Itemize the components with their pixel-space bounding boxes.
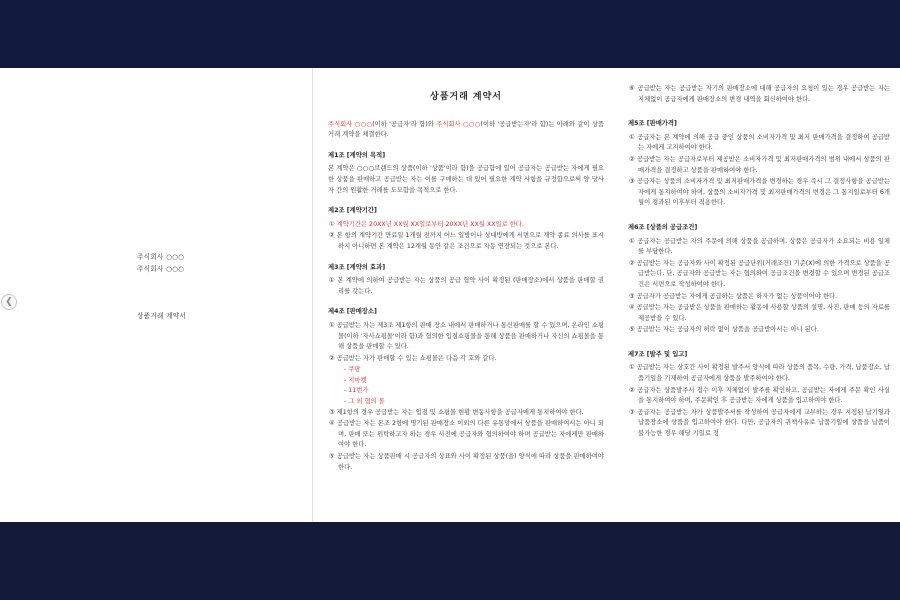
article-7-item: ③ 공급자는 공급받는 자가 상품발주서를 작성하여 공급자에게 교부하는 경우 지정된 납기일과 납품장소에 상품을 입고하여야 한다. 다만, 공급자의 귀책사유로 납품기일에 상품을 납품이 불가능한 경우 해당 기일로 정 bbox=[629, 408, 890, 438]
document-name-label: 상품거래 계약서 bbox=[137, 312, 187, 320]
article-5-item: ② 공급받는 자는 공급자로부터 제공받은 소비자가격 및 최저판매가격의 범위 내에서 상품의 판매가격을 결정하고 상품을 판매하여야 한다. bbox=[629, 155, 890, 174]
article-4-item: ③ 제1항의 경우 공급받는 자는 입점 및 쇼핑몰 현황 변동사항을 공급자에게 통지하여야 한다. bbox=[329, 408, 584, 416]
party-a-label: 주식회사 ○○○ bbox=[137, 253, 185, 261]
article-6-item: ② 공급받는 자는 공급자와 사이 확정된 공급단위(거래조건) 기준(X)에 의한 가격으로 상품을 공급받는다. 단, 공급자와 공급받는 자는 협의하여 공급조건을 변경할 수 있으며 변경된 공급조건은 서면으로 작성하여야 한다. bbox=[629, 259, 890, 288]
article-7-item: ① 공급받는 자는 상호간 사이 확정된 발주서 양식에 따라 상품의 품목, 수량, 가격, 납품장소, 납품기일을 기재하여 공급자에게 상품을 발주하여야 한다. bbox=[629, 364, 890, 383]
article-7-item: ② 공급자는 상품발주서 접수 이후 지체없이 발주를 확인하고, 공급받는 자에게 주문 확인 사실을 통지하여야 하며, 주문확인 후 공급받는 자에게 상품을 입고하여야 한다. bbox=[629, 386, 890, 405]
article-2-item: ① 계약기간은 20XX년 XX월 XX일로부터 20XX년 XX월 XX일로 한다. bbox=[329, 220, 524, 228]
article-4-item: ⑥ 공급받는 자는 공급받는 자기의 판매장소에 대해 공급자의 요청이 있는 경우 공급받는 자는 지체없이 공급자에게 판매장소의 변경 내역을 회신하여야 한다. bbox=[629, 85, 890, 103]
article-2-item: ② 본 항의 계약기간 만료일 1개월 전까지 어느 일방이나 상대방에게 서면으로 계약 종료 의사를 표시하지 아니하면 본 계약은 12개월 동안 같은 조건으로 자동 연장되는 것으로 본다. bbox=[329, 232, 604, 250]
contract-column-1 bbox=[328, 68, 604, 474]
bottom-banner bbox=[0, 522, 900, 600]
article-5-item: ① 공급자는 본 계약에 의해 공급 중인 상품의 소비자가격 및 최저 판매가격을 결정하여 공급받는 자에게 고지하여야 한다. bbox=[629, 133, 890, 152]
article-5-item: ③ 공급자는 상품의 소비자가격 및 최저판매가격을 변경하는 경우 즉시 그 결정사항을 공급받는 자에게 통지하여야 하며, 상품의 소비자가격 및 최저판매가격의 변경은 그 통지일로부터 6개월이 경과된 이후부터 적용한다. bbox=[629, 178, 890, 207]
mall-list-item: - 11번가 bbox=[344, 387, 369, 395]
mall-list-item: - 그 외 협의 몰 bbox=[344, 398, 385, 406]
article-3-title: 제3조 [계약의 효과] bbox=[328, 263, 386, 271]
mall-list-item: - 쿠팡 bbox=[344, 366, 361, 374]
contract-title: 상품거래 계약서 bbox=[430, 92, 502, 102]
article-1-text: 본 계약은 ○○○브랜드의 상품(이하 '상품'이라 함)을 공급함에 있어 공급자는 공급받는 자에게 필요한 상품을 판매하고 공급받는 자는 이를 구매하는 데 있어 필요한 계약 사항을 규정함으로써 양 당사자 간의 원활한 거래를 도모함을 목적으로 한다. bbox=[328, 165, 604, 194]
document-viewer bbox=[0, 68, 900, 522]
article-6-item: ⑤ 공급받는 자는 공급자의 허락 없이 상품을 공급받아서는 아니 된다. bbox=[629, 326, 819, 334]
article-6-item: ① 공급자는 공급받는 자의 주문에 의해 상품을 공급하며, 상품은 공급자가 소요되는 비용 일체를 부담한다. bbox=[629, 237, 890, 256]
article-4-item: ② 공급받는 자가 판매할 수 있는 쇼핑몰은 다음 각 호와 같다. bbox=[329, 354, 497, 362]
article-4-item: ④ 공급받는 자는 본조 2항에 명기된 판매장소 이외의 다른 유통망에서 상품을 판매하여서는 아니 되며, 판매 또는 위탁하고자 하는 경우 사전에 공급자와 협의하여야 하며 공급받는 자에게만 판매하여야 한다. bbox=[329, 420, 604, 449]
article-6-item: ④ 공급받는 자는 공급받은 상품을 판매하는 활동에 사용할 상품의 설명, 사진, 판매 등의 자료를 제공받을 수 있다. bbox=[629, 304, 890, 322]
article-6-title: 제6조 [상품의 공급조건] bbox=[628, 223, 698, 231]
party-b-label: 주식회사 ○○○ bbox=[137, 265, 185, 273]
article-4-title: 제4조 [판매장소] bbox=[328, 308, 377, 316]
article-4-item: ⑤ 공급받는 자는 상품판매 시 공급자의 상표와 사이 확정된 상품(을) 양식에 따라 상품을 판매하여야 한다. bbox=[329, 453, 604, 471]
contract-parties-panel bbox=[0, 68, 313, 522]
article-4-item: ① 공급받는 자는 제3조 제1항의 판매 장소 내에서 판매하거나 통신판매를 할 수 있으며, 온라인 쇼핑몰(이하 '자사쇼핑몰'이라 함)과 협의한 입점쇼핑몰을 통해 상품을 판매하거나 자신의 쇼핑몰을 통해 상품을 판매할 수 있다. bbox=[329, 321, 604, 351]
chevron-left-icon[interactable]: ❮ bbox=[1, 294, 17, 310]
contract-preamble: 주식회사 ○○○(이하 '공급자'라 함)와 주식회사 ○○○(이하 '공급받는자'라 함)는 아래와 같이 상품거래 계약을 체결한다. bbox=[328, 120, 604, 139]
article-3-item: ① 본 계약에 의하여 공급받는 자는 상품의 공급 협약 사이 확정된 (판매장소)에서 상품을 판매할 권리를 갖는다. bbox=[329, 277, 604, 295]
article-6-item: ③ 공급자가 공급받는 자에게 공급하는 상품은 하자가 없는 상품이어야 한다. bbox=[629, 292, 838, 300]
article-7-title: 제7조 [발주 및 입고] bbox=[628, 350, 688, 358]
article-1-title: 제1조 [계약의 목적] bbox=[328, 151, 386, 159]
article-5-title: 제5조 [판매가격] bbox=[628, 120, 677, 128]
top-banner bbox=[0, 0, 900, 68]
contract-column-2 bbox=[628, 68, 890, 441]
mall-list-item: - 지마켓 bbox=[344, 376, 367, 384]
article-2-title: 제2조 [계약기간] bbox=[328, 207, 377, 215]
